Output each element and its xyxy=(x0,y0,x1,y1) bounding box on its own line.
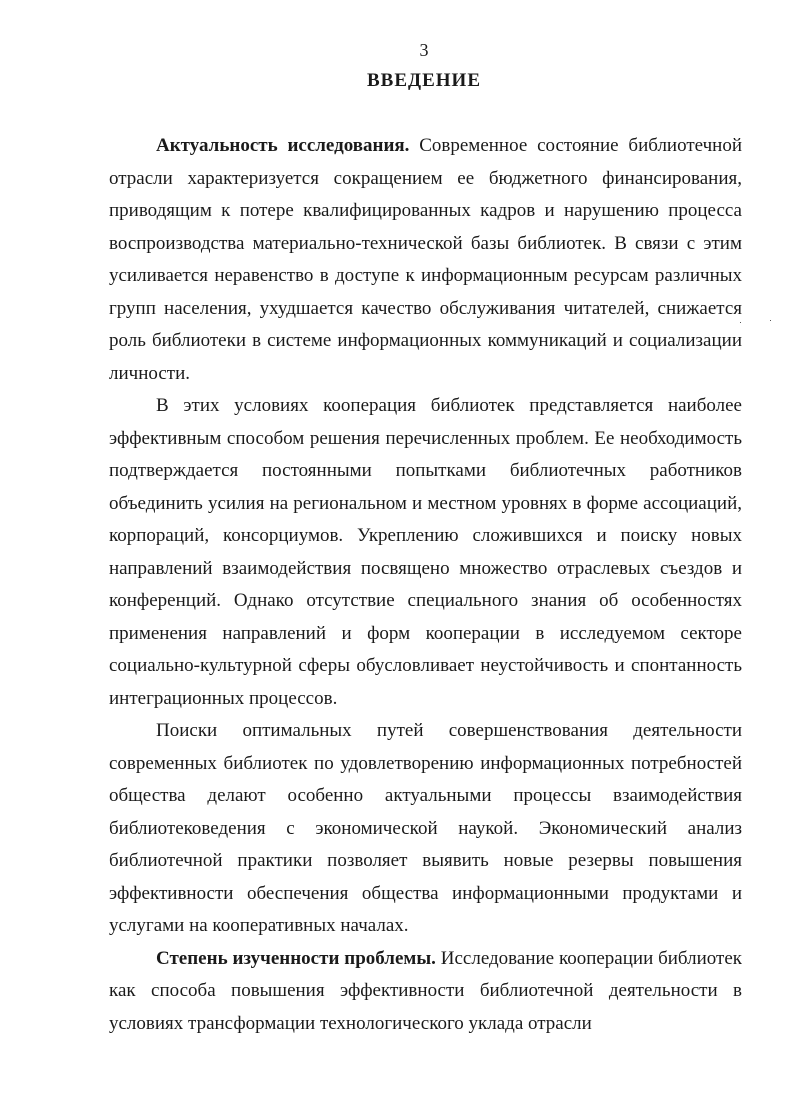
scan-artifact xyxy=(770,320,771,321)
scan-artifact xyxy=(740,322,741,323)
paragraph-relevance xyxy=(109,130,742,390)
body-text xyxy=(109,130,742,1040)
section-heading: ВВЕДЕНИЕ xyxy=(367,70,481,91)
paragraph-text: В этих условиях кооперация библиотек представляется наиболее эффективным способом решения перечисленных проблем. Ее необходимость подтверждается постоянными попытками библиотечных работников объединить усилия на региональном и местном уровнях в форме ассоциаций, корпораций, консорциумов. Укреплению сложившихся и поиску новых направлений взаимодействия посвящено множество отраслевых съездов и конференций. Однако отсутствие специального знания об особенностях применения направлений и форм кооперации в исследуемом секторе социально-культурной сферы обусловливает неустойчивость и спонтанность интеграционных процессов. xyxy=(109,395,742,709)
paragraph-text: Современное состояние библиотечной отрасли характеризуется сокращением ее бюджетного финансирования, приводящим к потере квалифицированных кадров и нарушению процесса воспроизводства материально-технической базы библиотек. В связи с этим усиливается неравенство в доступе к информационным ресурсам различных групп населения, ухудшается качество обслуживания читателей, снижается роль библиотеки в системе информационных коммуникаций и социализации личности. xyxy=(109,135,742,384)
paragraph-text: Поиски оптимальных путей совершенствования деятельности современных библиотек по удовлетворению информационных потребностей общества делают особенно актуальными процессы взаимодействия библиотековедения с экономической наукой. Экономический анализ библиотечной практики позволяет выявить новые резервы повышения эффективности обеспечения общества информационными продуктами и услугами на кооперативных началах. xyxy=(109,720,742,936)
paragraph-cooperation xyxy=(109,390,742,715)
page-number: 3 xyxy=(419,40,429,60)
paragraph-economics xyxy=(109,715,742,943)
paragraph-lead: Степень изученности проблемы. xyxy=(156,947,436,969)
paragraph-text: Исследование кооперации библиотек как способа повышения эффективности библиотечной деятельности в условиях трансформации технологического уклада отрасли xyxy=(109,947,742,1034)
paragraph-lead: Актуальность исследования. xyxy=(156,135,410,156)
paragraph-study-degree xyxy=(109,943,742,1041)
